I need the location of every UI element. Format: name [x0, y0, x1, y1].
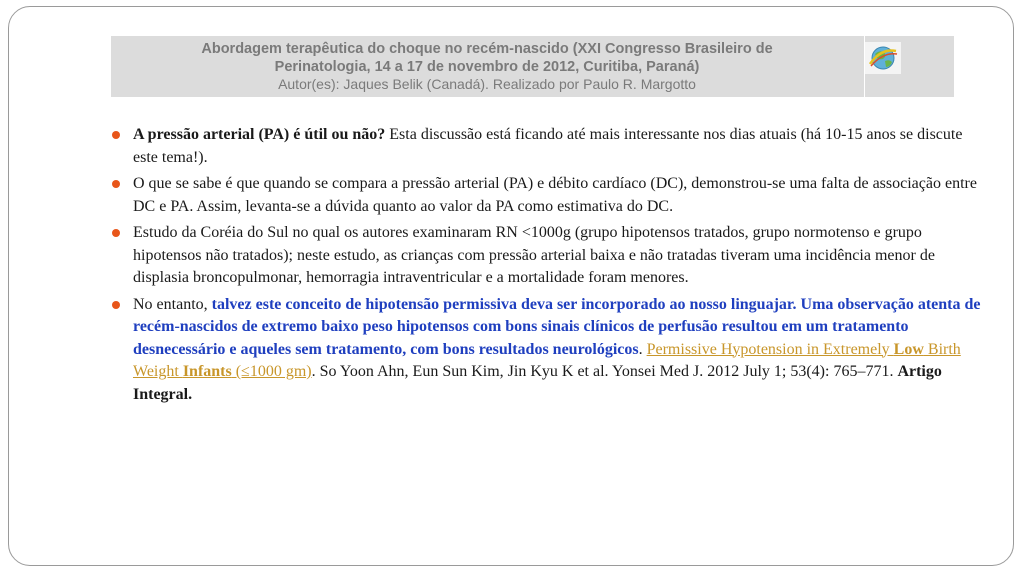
bullet-3-text: Estudo da Coréia do Sul no qual os autores examinaram RN <1000g (grupo hipotensos tratados, grupo normotenso e grupo hipotensos não tratados); neste estudo, as crianças com pressão arterial baixa e não tratadas tiveram uma incidência menor de displasia broncopulmonar, hemorragia intraventricular e a mortalidade foram menores.	[133, 224, 935, 286]
bullet-4-intro: No entanto,	[133, 295, 212, 313]
article-link-part-1[interactable]: Permissive Hypotension in Extremely	[646, 340, 894, 358]
bullet-item-4	[112, 294, 984, 407]
author-line: Autor(es): Jaques Belik (Canadá). Realizado por Paulo R. Margotto	[278, 76, 696, 92]
logo-box	[864, 36, 954, 97]
bullet-4-period: .	[638, 340, 647, 358]
bullet-dot-icon	[112, 180, 120, 188]
bullet-dot-icon	[112, 229, 120, 237]
bullet-dot-icon	[112, 301, 120, 309]
article-link-bold-2[interactable]: Infants	[182, 363, 232, 380]
bullet-dot-icon	[112, 131, 120, 139]
page-title	[111, 40, 863, 76]
article-link-part-3[interactable]: (≤1000 gm)	[231, 363, 312, 380]
full-text-label: Artigo Integral.	[133, 363, 942, 403]
slide-body	[112, 124, 984, 410]
citation-text: . So Yoon Ahn, Eun Sun Kim, Jin Kyu K et al. Yonsei Med J. 2012 July 1; 53(4): 765–771.	[311, 363, 898, 380]
globe-logo-icon	[865, 42, 901, 74]
bullet-item-3	[112, 222, 984, 290]
bullet-1-text: Esta discussão está ficando até mais interessante nos dias atuais (há 10-15 anos se discute este tema!).	[133, 126, 963, 166]
bullet-item-1	[112, 124, 984, 169]
bullet-1-lead: A pressão arterial (PA) é útil ou não?	[133, 126, 386, 143]
highlighted-conclusion: talvez este conceito de hipotensão permissiva deva ser incorporado ao nosso linguajar. Uma observação atenta de recém-nascidos de extremo baixo peso hipotensos com bons sinais clínicos de perfusão resultou em um tratamento desnecessário e aqueles sem tratamento, com bons resultados neurológicos	[133, 295, 981, 358]
bullet-item-2	[112, 173, 984, 218]
article-link-bold-1[interactable]: Low	[893, 340, 924, 358]
slide-header	[111, 36, 954, 97]
title-line-2: Perinatologia, 14 a 17 de novembro de 2012, Curitiba, Paraná)	[274, 59, 700, 75]
bullet-2-text: O que se sabe é que quando se compara a pressão arterial (PA) e débito cardíaco (DC), demonstrou-se uma falta de associação entre DC e PA. Assim, levanta-se a dúvida quanto ao valor da PA como estimativa do DC.	[133, 175, 977, 215]
article-link-part-2[interactable]: Birth Weight	[133, 340, 961, 380]
title-line-1: Abordagem terapêutica do choque no recém-nascido (XXI Congresso Brasileiro de	[201, 41, 773, 57]
